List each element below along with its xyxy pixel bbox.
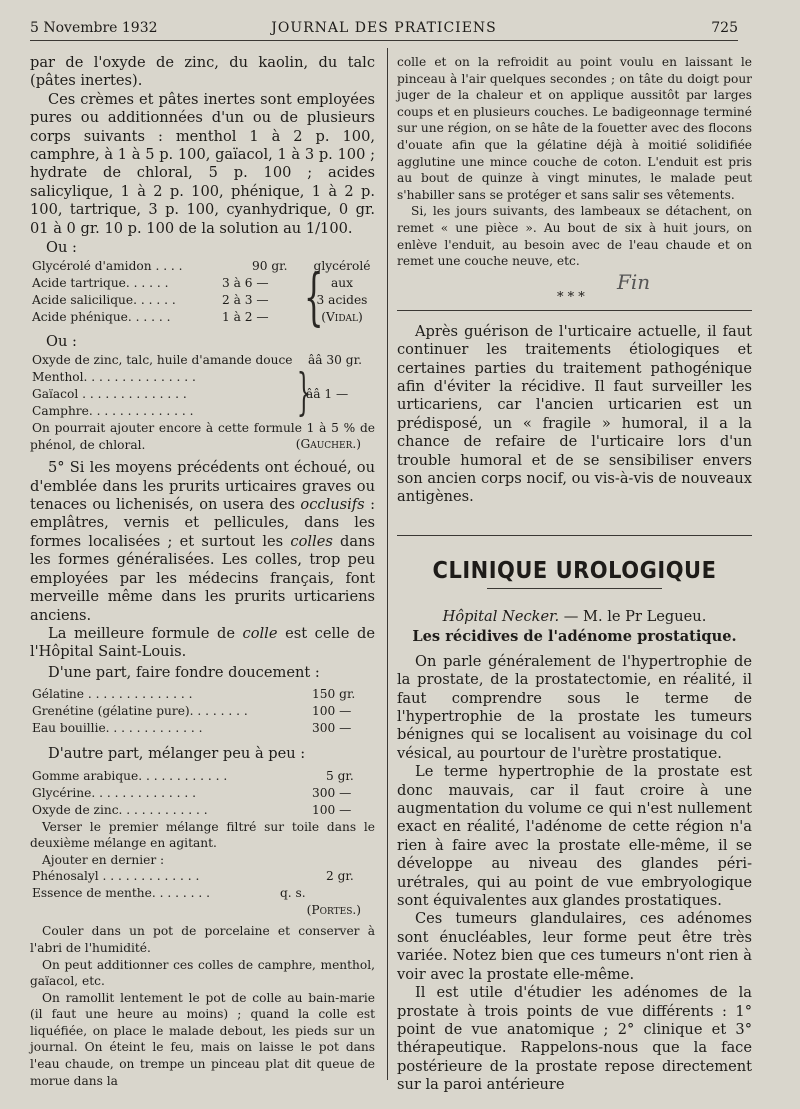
asterism: * * * xyxy=(557,289,585,305)
formula-note: On pourrait ajouter encore à cette formule 1 à 5 % de phénol, de chloral. xyxy=(30,421,375,452)
formula-row: Grenétine (gélatine pure). . . . . . . . 100 — xyxy=(32,704,352,719)
handwritten-fin-mark: Fin xyxy=(617,269,651,294)
article-title: Les récidives de l'adénome prostatique. xyxy=(412,627,737,645)
paragraph: colle et on la refroidit au point voulu en laissant le pinceau à l'air quelques secondes ; on tâte du doigt pour juger de la chaleur et on applique aussitôt par larges coups et en plusieurs couches. Le badigeonnage terminé sur une région, on se hâte de la fouetter avec des flocons d'ouate afin que la gélatine déjà à moitié solidifiée agglutine une mince couche de coton. L'enduit est pris au bout de quinze à vingt minutes, le malade peut s'habiller sans se protéger et sans salir ses vêtements. xyxy=(397,55,752,202)
formula-author: (Portes.) xyxy=(306,903,361,918)
formula-note: 3 acides xyxy=(316,293,368,308)
paragraph: Ces tumeurs glandulaires, ces adénomes sont énucléables, leur forme peut être très variée. Notez bien que ces tumeurs n'ont rien à voir avec la prostate elle-même. xyxy=(397,910,752,983)
left-column xyxy=(30,54,375,1089)
formula-row: Oxyde de zinc. . . . . . . . . . . . 100 — xyxy=(32,802,352,817)
or-label: Ou : xyxy=(46,333,77,351)
formula-author: (Vidal) xyxy=(321,310,363,325)
paragraph: Couler dans un pot de porcelaine et conserver à l'abri de l'humidité. xyxy=(30,924,375,955)
paragraph: 5° Si les moyens précédents ont échoué, ou d'emblée dans les prurits urticaires graves ou tenaces ou lichenisés, on usera des occlusifs : emplâtres, vernis et pellicules, dans les formes localisées ; et surtout les colles dans les formes généralisées. Les colles, trop peu employées par les médecins français, font merveille même dans les prurits urticariens anciens. xyxy=(30,459,376,624)
paragraph: On peut additionner ces colles de camphre, menthol, gaïacol, etc. xyxy=(30,957,375,989)
formula-row: Gomme arabique. . . . . . . . . . . . 5 gr. xyxy=(32,768,354,783)
paragraph: Si, les jours suivants, des lambeaux se détachent, on remet « une pièce ». Au bout de six à huit jours, on enlève l'enduit, au besoin avec de l'eau chaude et on remet une couche neuve, etc. xyxy=(397,204,752,269)
paragraph: Après guérison de l'urticaire actuelle, il faut continuer les traitements étiologiques et certaines parties du traitement pathogénique afin d'éviter la récidive. Il faut surveiller les urticariens, car l'ancien urticarien est un prédisposé, un « fragile » humoral, il a la chance de refaire de l'urticaire lors d'un trouble humoral et de se sensibiliser envers son ancien corps nocif, ou vis-à-vis de nouveaux antigènes. xyxy=(397,322,752,506)
paragraph: D'autre part, mélanger peu à peu : xyxy=(48,745,306,763)
formula-row: Phénosalyl . . . . . . . . . . . . . 2 gr. xyxy=(32,869,354,884)
formula-colle-part1 xyxy=(30,686,375,737)
or-label: Ou : xyxy=(46,239,77,257)
formula-vidal xyxy=(30,258,375,334)
divider xyxy=(487,588,662,589)
formula-row: Essence de menthe. . . . . . . . q. s. xyxy=(32,886,306,901)
formula-row: Eau bouillie. . . . . . . . . . . . . 300 — xyxy=(32,721,352,736)
divider xyxy=(397,310,752,311)
section-break xyxy=(397,270,752,310)
formula-row: Glycérine. . . . . . . . . . . . . . 300 — xyxy=(32,785,352,800)
formula-row: Acide phénique. . . . . . 1 à 2 — xyxy=(32,310,269,325)
section-title: CLINIQUE UROLOGIQUE xyxy=(432,556,717,584)
paragraph: D'une part, faire fondre doucement : xyxy=(48,663,320,681)
paragraph: On ramollit lentement le pot de colle au bain-marie (il faut une heure au moins) ; quand la colle est liquéfiée, on place le malade debout, les pieds sur un journal. On éteint le feu, mais on laisse le pot dans l'eau chaude, on trempe un pinceau plat dit queue de morue dans la xyxy=(30,990,375,1088)
paragraph: par de l'oxyde de zinc, du kaolin, du talc (pâtes inertes). xyxy=(30,54,375,90)
formula-row: Camphre. . . . . . . . . . . . . . xyxy=(32,404,194,419)
issue-date: 5 Novembre 1932 xyxy=(30,20,158,36)
paragraph: Ajouter en dernier : xyxy=(42,852,165,867)
paragraph: Le terme hypertrophie de la prostate est donc mauvais, car il faut croire à une augmentation du volume ce qui n'est nullement exact en réalité, l'adénome de cette région n'a rien à faire avec la prostate elle-même, il se développe au niveau des glandes péri-urétrales, qui au point de vue embryologique sont équivalentes aux glandes prostatiques. xyxy=(397,763,752,910)
formula-colle-part3 xyxy=(30,868,375,902)
formula-row: Acide salicilique. . . . . . 2 à 3 — xyxy=(32,293,269,308)
paragraph: Ces crèmes et pâtes inertes sont employées pures ou additionnées d'un ou de plusieurs corps suivants : menthol 1 à 2 p. 100, camphre, à 1 à 5 p. 100, gaïacol, 1 à 3 p. 100 ; hydrate de chloral, 5 p. 100 ; acides salicylique, 1 à 2 p. 100, phénique, 1 à 2 p. 100, tartrique, 3 p. 100, cyanhydrique, 0 gr. 01 à 0 gr. 10 p. 100 de la solution au 1/100. xyxy=(30,90,375,237)
formula-note: glycérolé xyxy=(313,259,371,274)
formula-row: Oxyde de zinc, talc, huile d'amande douce ââ 30 gr. xyxy=(32,353,362,368)
formula-row: Acide tartrique. . . . . . 3 à 6 — xyxy=(32,276,269,291)
brace-icon: } xyxy=(296,363,312,422)
formula-row: Glycérolé d'amidon . . . . 90 gr. xyxy=(32,259,288,274)
page-header xyxy=(30,18,738,41)
paragraph: Il est utile d'étudier les adénomes de la prostate à trois points de vue différents : 1° point de vue anatomique ; 2° clinique et 3° thérapeutique. Rappelons-nous que la face postérieure de la prostate repose directement sur la paroi antérieure xyxy=(397,984,752,1094)
formula-row: Menthol. . . . . . . . . . . . . . . xyxy=(32,370,196,385)
formula-row: Gélatine . . . . . . . . . . . . . . 150 gr. xyxy=(32,687,356,702)
formula-gaucher xyxy=(30,352,375,420)
paragraph: Verser le premier mélange filtré sur toile dans le deuxième mélange en agitant. xyxy=(30,819,375,851)
formula-note: aux xyxy=(331,276,353,291)
formula-row: Gaïacol . . . . . . . . . . . . . . ââ 1 — xyxy=(32,387,349,402)
formula-author: (Gaucher.) xyxy=(295,437,361,452)
paragraph: La meilleure formule de colle est celle de l'Hôpital Saint-Louis. xyxy=(30,624,375,661)
journal-title: JOURNAL DES PRATICIENS xyxy=(271,20,497,36)
hospital-line: Hôpital Necker. — M. le Pr Legueu. xyxy=(442,607,707,625)
paragraph: On parle généralement de l'hypertrophie de la prostate, de la prostatectomie, en réalité, il faut comprendre sous le terme de l'hypertrophie de la prostate les tumeurs bénignes qui se localisent au voisinage du col vésical, au pourtour de l'urètre prostatique. xyxy=(397,652,752,762)
page-number: 725 xyxy=(711,20,738,36)
column-divider xyxy=(387,48,388,1080)
right-column xyxy=(397,54,752,1095)
formula-colle-part2 xyxy=(30,768,375,819)
brace-icon: { xyxy=(303,260,324,334)
divider xyxy=(397,535,752,536)
